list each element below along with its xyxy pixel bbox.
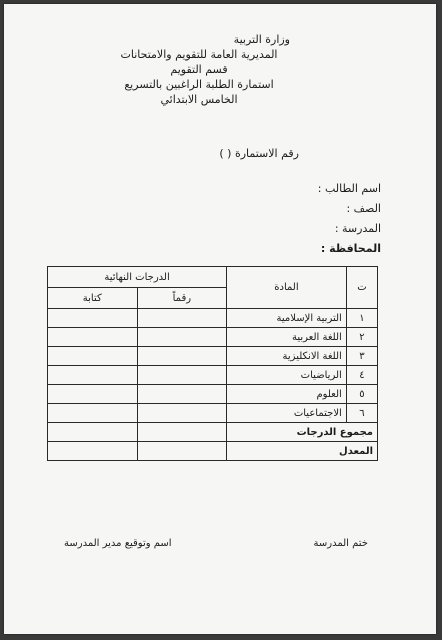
total-label: مجموع الدرجات bbox=[227, 423, 378, 442]
department-name: قسم التقويم bbox=[170, 63, 228, 76]
row-subject: الرياضيات bbox=[227, 366, 347, 385]
row-number: ٢ bbox=[346, 328, 377, 347]
grade-digits-cell[interactable] bbox=[137, 366, 227, 385]
table-row bbox=[48, 366, 378, 385]
col-number-header: ت bbox=[346, 267, 377, 309]
col-final-grades-header: الدرجات النهائية bbox=[48, 267, 227, 288]
total-digits-cell[interactable] bbox=[137, 423, 227, 442]
grade-words-cell[interactable] bbox=[48, 366, 138, 385]
table-row bbox=[48, 309, 378, 328]
school-field: المدرسة : bbox=[334, 222, 381, 235]
row-subject: التربية الإسلامية bbox=[227, 309, 347, 328]
row-subject: الاجتماعيات bbox=[227, 404, 347, 423]
row-subject: اللغة الانكليزية bbox=[227, 347, 347, 366]
table-row bbox=[48, 404, 378, 423]
col-subject-header: المادة bbox=[227, 267, 347, 309]
grade-digits-cell[interactable] bbox=[137, 309, 227, 328]
row-number: ٤ bbox=[346, 366, 377, 385]
average-digits-cell[interactable] bbox=[137, 442, 227, 461]
form-number bbox=[169, 147, 299, 160]
row-number: ٣ bbox=[346, 347, 377, 366]
grade-level: الخامس الابتدائي bbox=[160, 93, 238, 106]
directorate-name: المديرية العامة للتقويم والامتحانات bbox=[120, 48, 278, 61]
row-number: ٥ bbox=[346, 385, 377, 404]
total-words-cell[interactable] bbox=[48, 423, 138, 442]
average-row bbox=[48, 442, 378, 461]
form-page bbox=[4, 4, 436, 634]
table-row bbox=[48, 385, 378, 404]
form-title: استمارة الطلبة الراغبين بالتسريع bbox=[124, 78, 274, 91]
grade-digits-cell[interactable] bbox=[137, 404, 227, 423]
student-info bbox=[181, 179, 381, 259]
form-number-label: رقم الاستمارة bbox=[234, 147, 299, 160]
governorate-field: المحافظة : bbox=[320, 242, 381, 255]
total-row bbox=[48, 423, 378, 442]
grade-words-cell[interactable] bbox=[48, 328, 138, 347]
grades-table bbox=[47, 266, 378, 461]
grade-digits-cell[interactable] bbox=[137, 347, 227, 366]
grade-words-cell[interactable] bbox=[48, 347, 138, 366]
grade-words-cell[interactable] bbox=[48, 385, 138, 404]
ministry-name: وزارة التربية bbox=[233, 33, 290, 46]
col-words-header: كتابة bbox=[48, 288, 138, 309]
grade-digits-cell[interactable] bbox=[137, 328, 227, 347]
row-subject: العلوم bbox=[227, 385, 347, 404]
grade-words-cell[interactable] bbox=[48, 309, 138, 328]
row-subject: اللغة العربية bbox=[227, 328, 347, 347]
average-words-cell[interactable] bbox=[48, 442, 138, 461]
col-digits-header: رقماً bbox=[137, 288, 227, 309]
grade-words-cell[interactable] bbox=[48, 404, 138, 423]
student-name-field: اسم الطالب : bbox=[317, 182, 381, 195]
principal-signature-label: اسم وتوقيع مدير المدرسة bbox=[64, 538, 172, 549]
class-field: الصف : bbox=[346, 202, 381, 215]
table-row bbox=[48, 347, 378, 366]
form-number-value: ( ) bbox=[219, 147, 232, 160]
form-header bbox=[94, 32, 304, 107]
row-number: ٦ bbox=[346, 404, 377, 423]
average-label: المعدل bbox=[227, 442, 378, 461]
grade-digits-cell[interactable] bbox=[137, 385, 227, 404]
table-row bbox=[48, 328, 378, 347]
school-stamp-label: ختم المدرسة bbox=[313, 538, 368, 549]
row-number: ١ bbox=[346, 309, 377, 328]
